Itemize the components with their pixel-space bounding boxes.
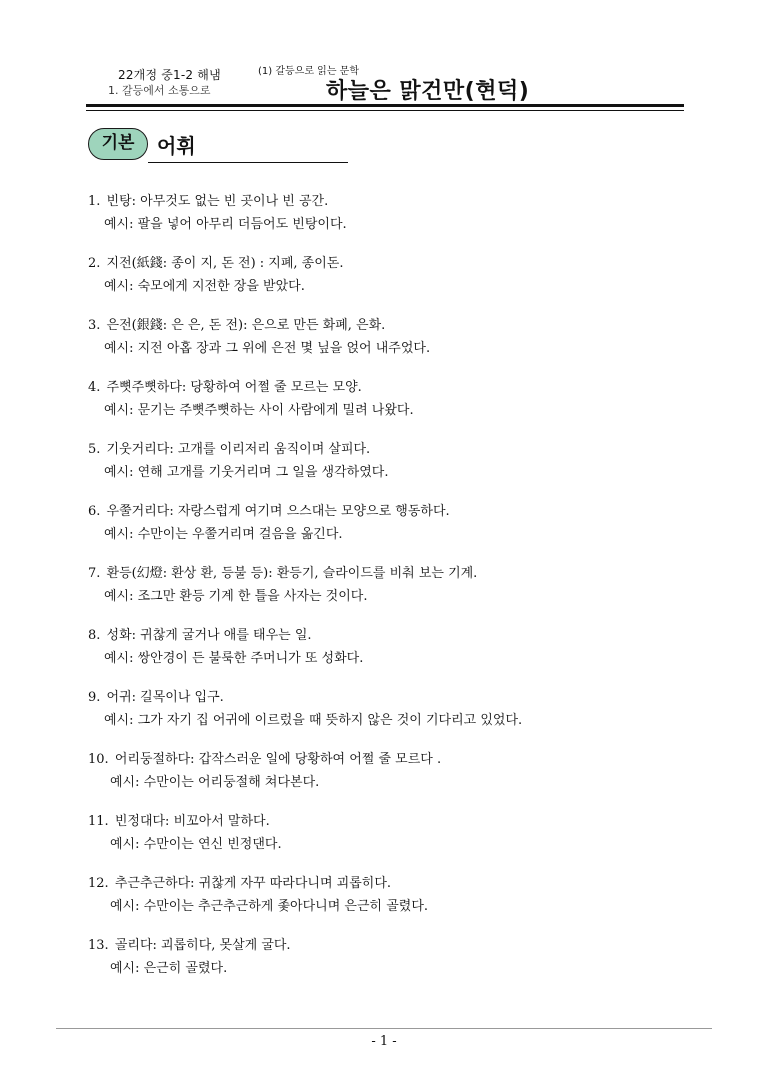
vocab-definition — [88, 872, 688, 895]
vocab-item — [88, 562, 688, 624]
page-number: - 1 - — [371, 1034, 397, 1049]
vocab-example: 예시: 팔을 넣어 아무리 더듬어도 빈탕이다. — [104, 217, 347, 232]
footer-divider — [56, 1028, 712, 1029]
vocab-definition — [88, 934, 688, 957]
vocab-number: 4. — [88, 380, 101, 395]
vocab-definition — [88, 252, 688, 275]
vocab-definition-text: 은전(銀錢: 은 은, 돈 전): 은으로 만든 화폐, 은화. — [106, 318, 386, 333]
vocab-example: 예시: 수만이는 어리둥절해 쳐다본다. — [110, 775, 320, 790]
vocab-definition-text: 주뼛주뼛하다: 당황하여 어쩔 줄 모르는 모양. — [106, 380, 362, 395]
vocab-example: 예시: 수만이는 추근추근하게 좇아다니며 은근히 골렸다. — [110, 899, 429, 914]
vocab-definition-text: 빈탕: 아무것도 없는 빈 곳이나 빈 공간. — [106, 194, 329, 209]
vocab-example: 예시: 문기는 주뼛주뼛하는 사이 사람에게 밀려 나왔다. — [104, 403, 414, 418]
vocab-item — [88, 872, 688, 934]
vocab-definition-text: 골리다: 괴롭히다, 못살게 굴다. — [114, 938, 291, 953]
vocab-definition — [88, 190, 688, 213]
vocab-definition — [88, 314, 688, 337]
vocab-definition — [88, 438, 688, 461]
section-title: 어휘 — [157, 134, 196, 158]
page-title: 하늘은 맑건만(현덕) — [326, 79, 530, 104]
vocab-definition — [88, 624, 688, 647]
vocab-item — [88, 624, 688, 686]
vocab-item — [88, 376, 688, 438]
vocab-number: 5. — [88, 442, 101, 457]
vocab-example: 예시: 조그만 환등 기계 한 틀을 사자는 것이다. — [104, 589, 368, 604]
vocab-definition-text: 우쭐거리다: 자랑스럽게 여기며 으스대는 모양으로 행동하다. — [106, 504, 450, 519]
vocab-item — [88, 810, 688, 872]
vocab-definition-text: 어리둥절하다: 갑작스러운 일에 당황하여 어쩔 줄 모르다 . — [114, 752, 442, 767]
vocab-definition — [88, 686, 688, 709]
lesson-subtitle: (1) 갈등으로 읽는 문학 — [258, 66, 359, 77]
vocab-number: 2. — [88, 256, 101, 271]
vocab-definition — [88, 500, 688, 523]
vocab-item — [88, 314, 688, 376]
vocab-item — [88, 934, 688, 996]
vocab-item — [88, 190, 688, 252]
vocab-item — [88, 686, 688, 748]
vocab-definition-text: 지전(紙錢: 종이 지, 돈 전) : 지폐, 종이돈. — [106, 256, 344, 271]
vocab-number: 6. — [88, 504, 101, 519]
vocab-number: 3. — [88, 318, 101, 333]
vocab-example: 예시: 숙모에게 지전한 장을 받았다. — [104, 279, 305, 294]
course-label: 22개정 중1-2 해냄 — [118, 68, 221, 82]
vocab-number: 1. — [88, 194, 101, 209]
vocab-item — [88, 500, 688, 562]
vocab-number: 9. — [88, 690, 101, 705]
vocab-number: 8. — [88, 628, 101, 643]
vocab-item — [88, 438, 688, 500]
vocab-example: 예시: 수만이는 우쭐거리며 걸음을 옮긴다. — [104, 527, 343, 542]
vocab-definition-text: 성화: 귀찮게 굴거나 애를 태우는 일. — [106, 628, 312, 643]
header-divider-thin — [86, 110, 684, 111]
section-badge: 기본 — [88, 128, 148, 160]
section-underline — [148, 162, 348, 163]
vocab-example: 예시: 연해 고개를 기웃거리며 그 일을 생각하였다. — [104, 465, 389, 480]
vocab-definition — [88, 810, 688, 833]
vocab-number: 10. — [88, 752, 109, 767]
vocab-definition — [88, 748, 688, 771]
vocab-example: 예시: 그가 자기 집 어귀에 이르렀을 때 뜻하지 않은 것이 기다리고 있었다. — [104, 713, 523, 728]
unit-label: 1. 갈등에서 소통으로 — [108, 84, 211, 97]
vocab-definition — [88, 562, 688, 585]
vocab-definition-text: 빈정대다: 비꼬아서 말하다. — [114, 814, 270, 829]
vocab-definition-text: 어귀: 길목이나 입구. — [106, 690, 224, 705]
vocab-number: 13. — [88, 938, 109, 953]
vocab-list — [88, 190, 688, 996]
vocab-example: 예시: 지전 아홉 장과 그 위에 은전 몇 닢을 얹어 내주었다. — [104, 341, 431, 356]
vocab-definition — [88, 376, 688, 399]
vocab-definition-text: 추근추근하다: 귀찮게 자꾸 따라다니며 괴롭히다. — [114, 876, 392, 891]
vocab-example: 예시: 수만이는 연신 빈정댄다. — [110, 837, 282, 852]
vocab-example: 예시: 쌍안경이 든 불룩한 주머니가 또 성화다. — [104, 651, 364, 666]
vocab-definition-text: 기웃거리다: 고개를 이리저리 움직이며 살피다. — [106, 442, 371, 457]
vocab-example: 예시: 은근히 골렸다. — [110, 961, 228, 976]
vocab-definition-text: 환등(幻燈: 환상 환, 등불 등): 환등기, 슬라이드를 비춰 보는 기계. — [106, 566, 478, 581]
header-divider-thick — [86, 104, 684, 107]
vocab-item — [88, 748, 688, 810]
vocab-number: 12. — [88, 876, 109, 891]
vocab-item — [88, 252, 688, 314]
vocab-number: 7. — [88, 566, 101, 581]
vocab-number: 11. — [88, 814, 109, 829]
